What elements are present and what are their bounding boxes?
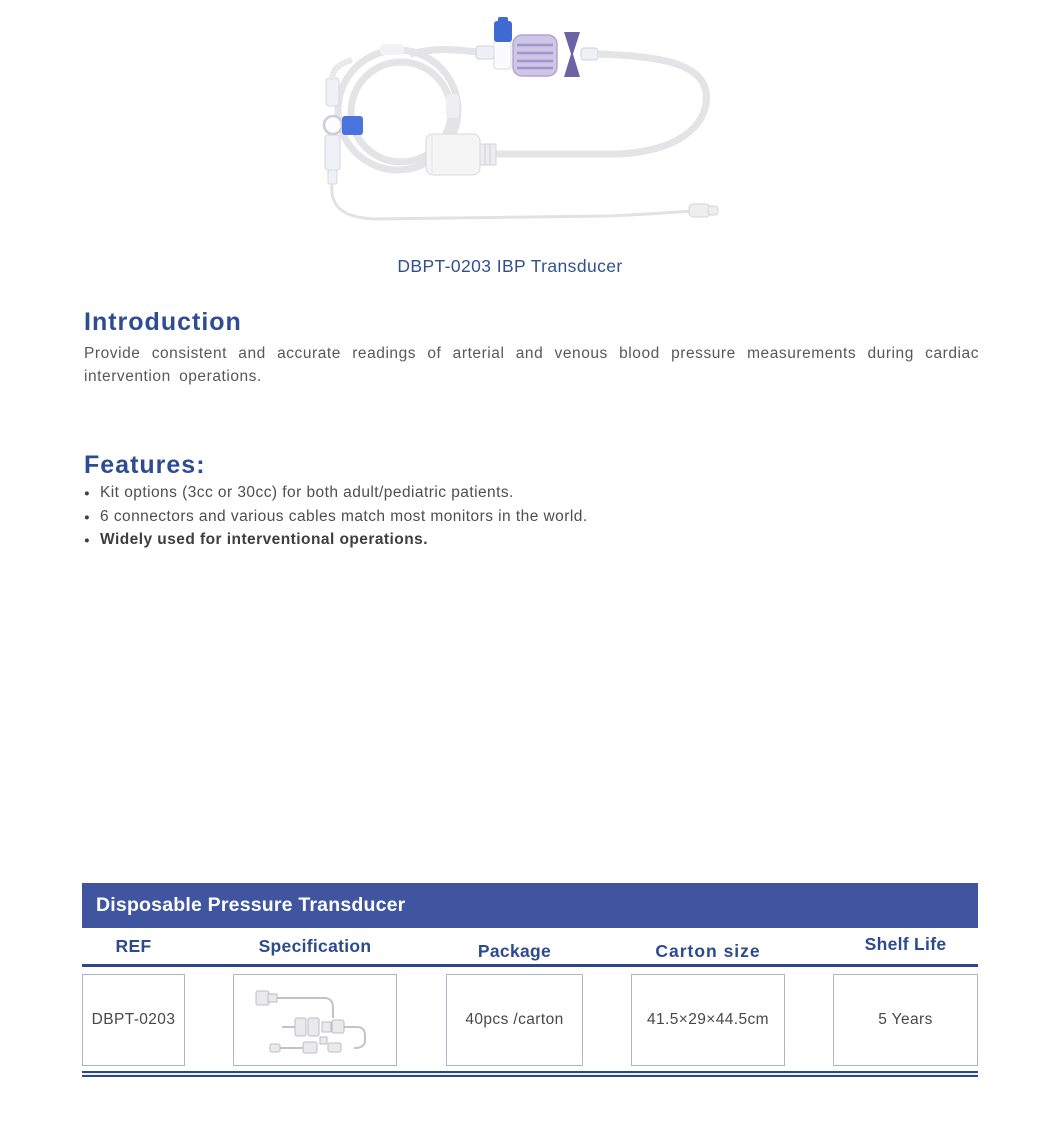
introduction-text: Provide consistent and accurate readings of arterial and venous blood pressure measurements during cardiac intervention operations. xyxy=(84,345,979,385)
spec-table-data-row xyxy=(82,974,978,1066)
cell-specification xyxy=(233,974,397,1066)
spec-table xyxy=(82,883,978,1077)
features-heading: Features: xyxy=(84,451,206,479)
feature-item-interventional: ● Widely used for interventional operations. xyxy=(84,528,979,552)
feature-item-kit-options: ● Kit options (3cc or 30cc) for both adult/pediatric patients. xyxy=(84,481,979,505)
ibp-transducer-photo-illustration xyxy=(280,8,740,240)
features-list xyxy=(84,481,979,552)
spec-table-header-row xyxy=(82,928,978,964)
column-header-package: Package xyxy=(477,940,552,961)
cell-ref: DBPT-0203 xyxy=(82,974,185,1066)
introduction-heading: Introduction xyxy=(84,308,242,336)
column-header-shelf-life: Shelf Life xyxy=(864,933,947,954)
feature-item-connectors: ● 6 connectors and various cables match most monitors in the world. xyxy=(84,505,979,529)
column-header-carton-size: Carton size xyxy=(655,940,761,961)
spec-table-title: Disposable Pressure Transducer xyxy=(82,883,978,928)
column-header-ref: REF xyxy=(115,935,152,956)
features-section xyxy=(84,451,979,552)
table-bottom-rule xyxy=(82,1071,978,1077)
cell-shelf-life: 5 Years xyxy=(833,974,978,1066)
introduction-section xyxy=(84,308,979,388)
cell-package: 40pcs /carton xyxy=(446,974,583,1066)
product-photo xyxy=(280,8,740,240)
cell-carton-size: 41.5×29×44.5cm xyxy=(631,974,785,1066)
product-sheet xyxy=(0,8,1060,1077)
transducer-kit-diagram xyxy=(240,978,390,1062)
product-caption: DBPT-0203 IBP Transducer xyxy=(397,256,623,276)
header-rule xyxy=(82,964,978,967)
column-header-specification: Specification xyxy=(258,935,372,956)
